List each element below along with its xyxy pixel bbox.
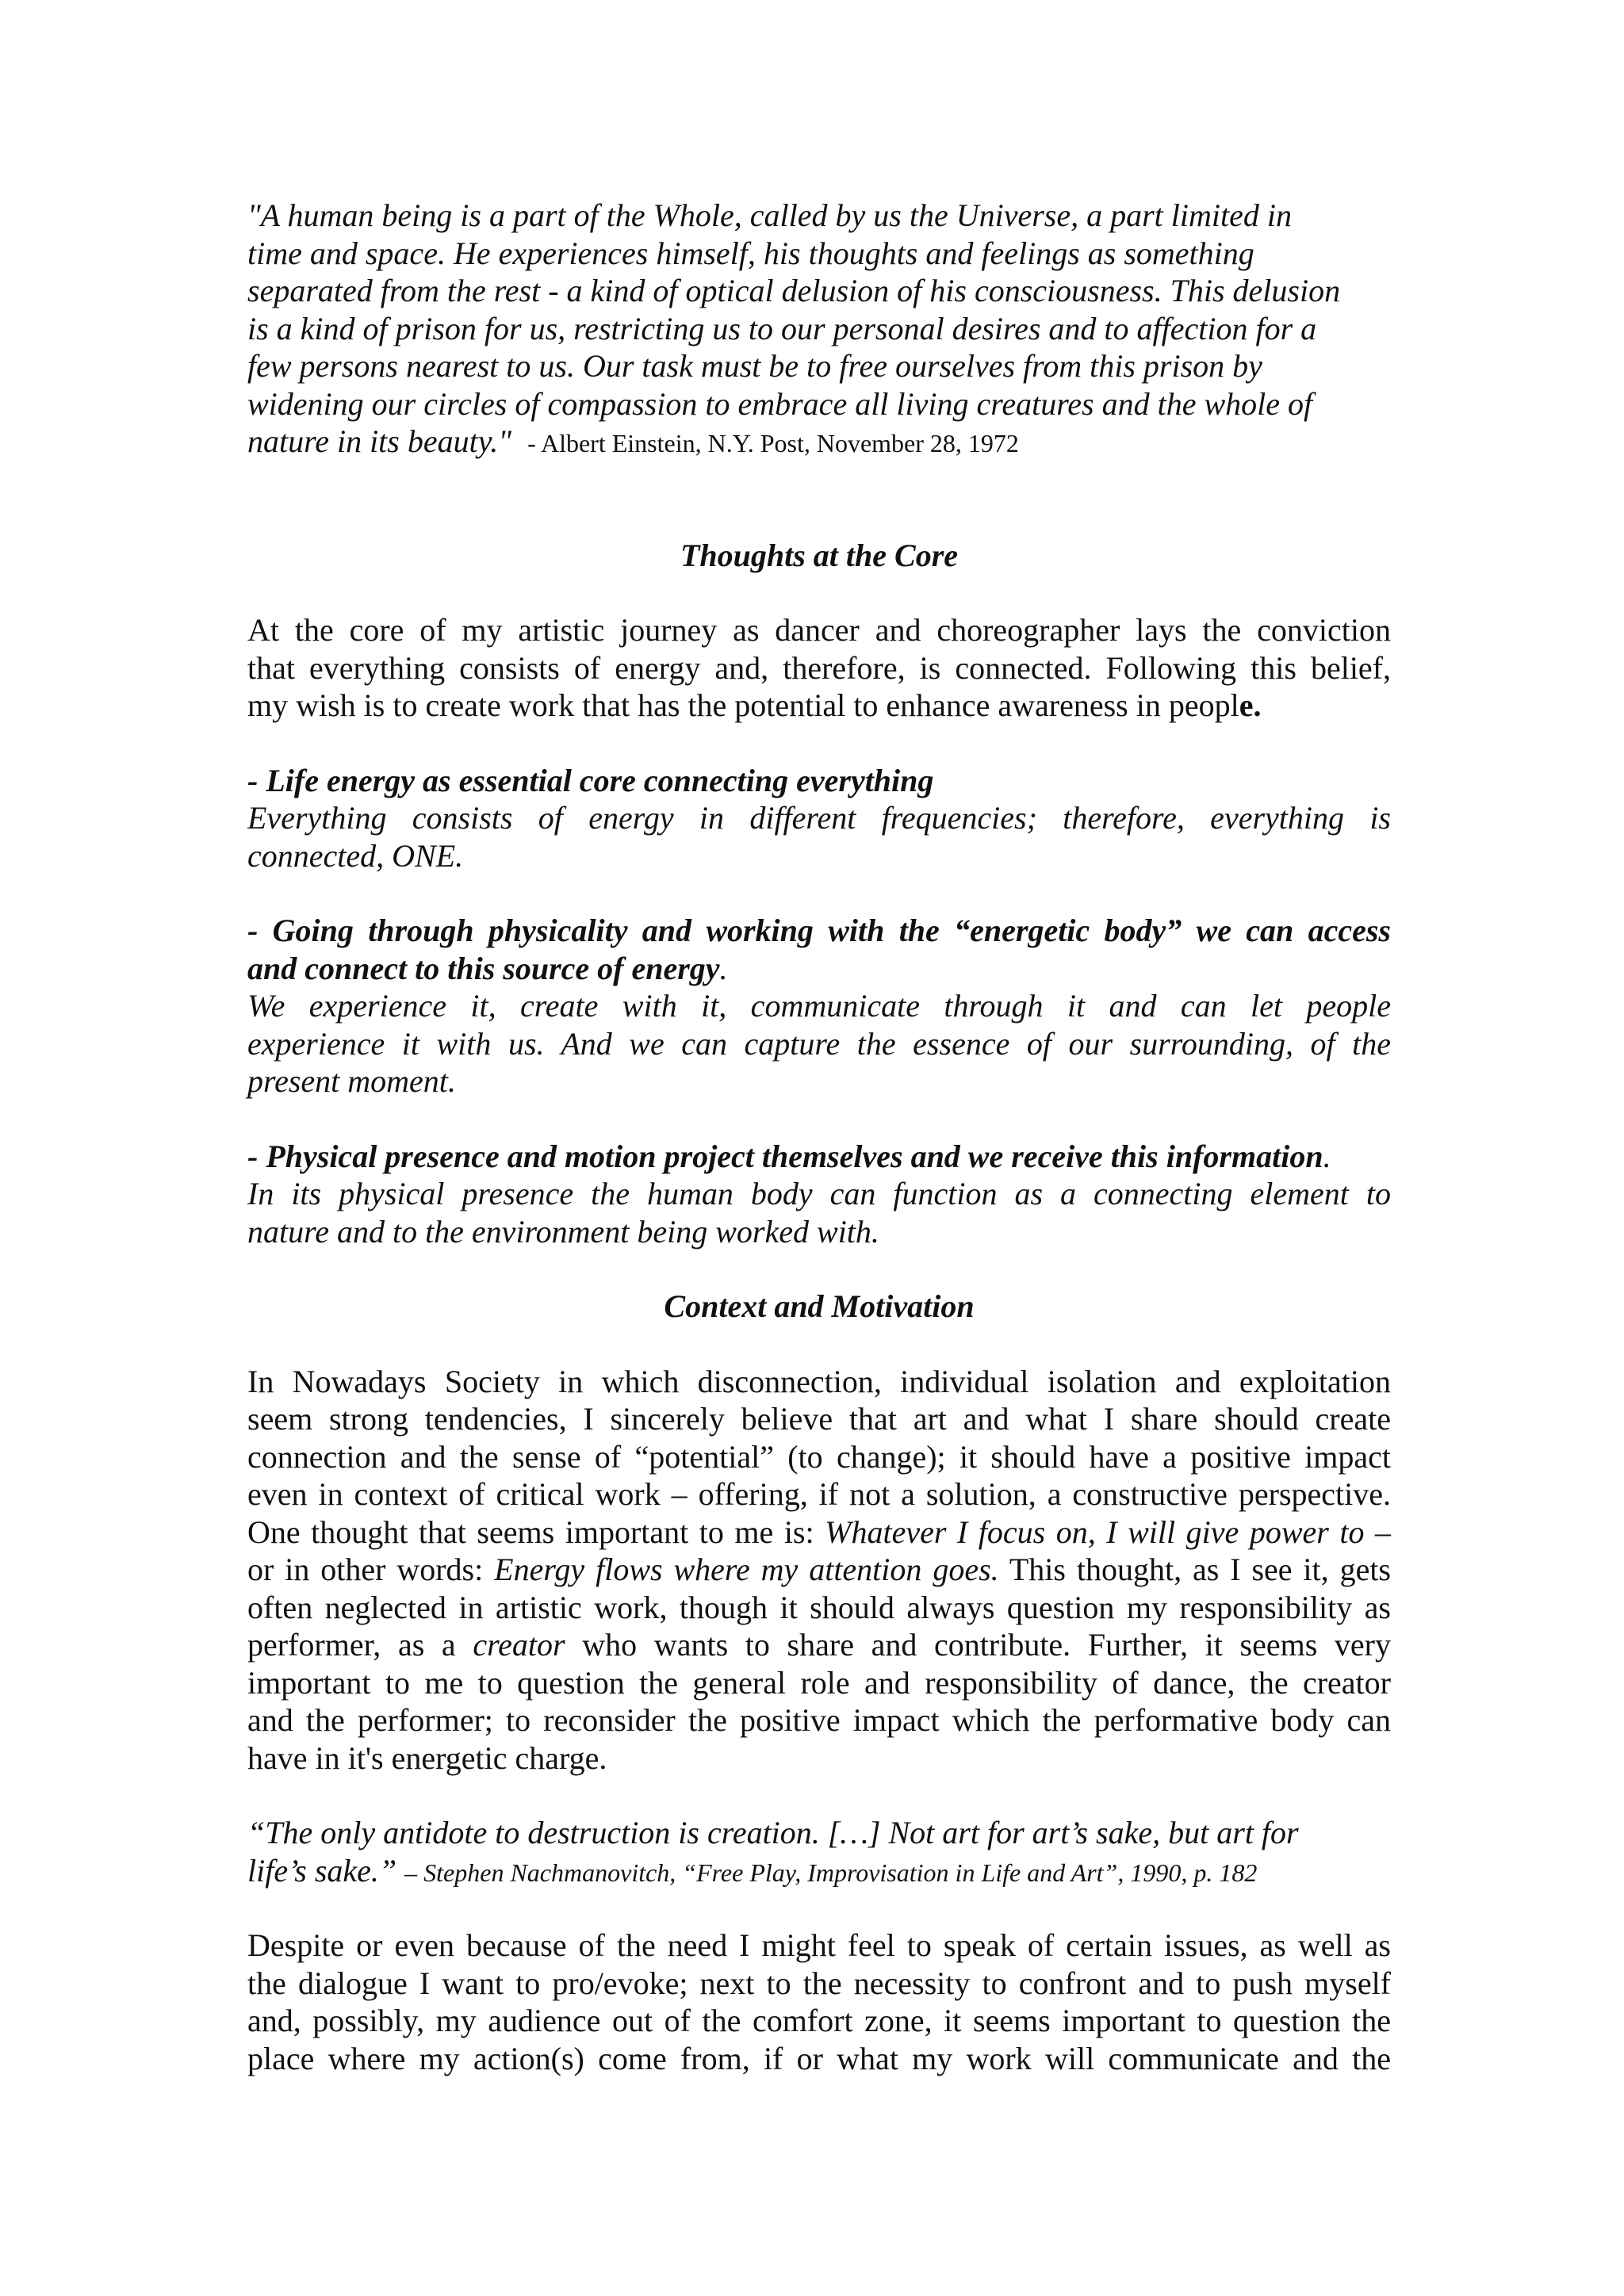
quote-last-line xyxy=(247,423,1391,461)
paragraph-line: even in context of critical work – offering, if not a solution, a constructive perspective. xyxy=(247,1476,1391,1512)
spacer xyxy=(247,1326,1391,1363)
paragraph-emphasis: Whatever I focus on, I will give power to xyxy=(825,1513,1365,1550)
point-body-line: connected, ONE. xyxy=(247,837,464,874)
paragraph-line: In Nowadays Society in which disconnection, individual isolation and exploitation xyxy=(247,1363,1391,1399)
quote-line: nature in its beauty." xyxy=(247,423,512,459)
einstein-quote xyxy=(247,197,1391,461)
paragraph-line: that everything consists of energy and, therefore, is connected. Following this belief, xyxy=(247,649,1391,686)
point-body-line: nature and to the environment being worked with. xyxy=(247,1213,879,1249)
document-body xyxy=(247,197,1391,2077)
paragraph-line: place where my action(s) come from, if or what my work will communicate and the xyxy=(247,2040,1391,2076)
heading-thoughts-at-the-core: Thoughts at the Core xyxy=(680,537,959,573)
point-title: - Life energy as essential core connecting everything xyxy=(247,762,934,798)
paragraph-line xyxy=(247,1626,1391,1664)
paragraph-line xyxy=(247,687,1391,725)
point-life-energy xyxy=(247,762,1391,875)
paragraph-line xyxy=(247,1513,1391,1552)
point-physicality xyxy=(247,912,1391,1100)
paragraph-emphasis: creator xyxy=(473,1627,565,1663)
quote-line: widening our circles of compassion to embrace all living creatures and the whole of xyxy=(247,385,1313,422)
point-body-line: present moment. xyxy=(247,1063,456,1099)
spacer xyxy=(247,1777,1391,1814)
spacer xyxy=(247,1100,1391,1138)
spacer xyxy=(247,574,1391,611)
paragraph-line: often neglected in artistic work, though it should always question my responsibility as xyxy=(247,1589,1391,1625)
point-title-text: - Physical presence and motion project themselves and we receive this information xyxy=(247,1138,1323,1174)
point-title-line xyxy=(247,950,1391,988)
point-title-text: and connect to this source of energy xyxy=(247,950,720,986)
point-body-line: We experience it, create with it, communicate through it and can let people xyxy=(247,988,1391,1024)
quote-attribution: - Albert Einstein, N.Y. Post, November 28, 1972 xyxy=(527,429,1019,457)
closing-paragraph xyxy=(247,1927,1391,2077)
heading-context-and-motivation: Context and Motivation xyxy=(664,1288,975,1324)
nachmanovitch-quote xyxy=(247,1814,1391,1889)
intro-paragraph xyxy=(247,611,1391,725)
paragraph-text-bold: e. xyxy=(1239,687,1262,723)
paragraph-text: – xyxy=(1364,1513,1391,1550)
paragraph-text: or in other words: xyxy=(247,1552,495,1587)
paragraph-text: One thought that seems important to me is: xyxy=(247,1513,825,1550)
paragraph-line: have in it's energetic charge. xyxy=(247,1739,607,1776)
point-title-punct: . xyxy=(719,950,728,986)
paragraph-text: This thought, as I see it, gets xyxy=(998,1552,1391,1587)
quote-line: time and space. He experiences himself, his thoughts and feelings as something xyxy=(247,235,1254,271)
paragraph-text: my wish is to create work that has the potential to enhance awareness in peopl xyxy=(247,687,1239,723)
quote-line: few persons nearest to us. Our task must be to free ourselves from this prison by xyxy=(247,348,1262,384)
quote-line: “The only antidote to destruction is creation. […] Not art for art’s sake, but art for xyxy=(247,1815,1299,1850)
point-title-punct: . xyxy=(1323,1138,1331,1174)
paragraph-text: who wants to share and contribute. Further, it seems very xyxy=(565,1627,1392,1663)
paragraph-line: and the performer; to reconsider the positive impact which the performative body can xyxy=(247,1702,1391,1738)
point-physical-presence xyxy=(247,1138,1391,1251)
quote-line: "A human being is a part of the Whole, called by us the Universe, a part limited in xyxy=(247,197,1292,233)
spacer xyxy=(247,874,1391,912)
quote-line: is a kind of prison for us, restricting us to our personal desires and to affection for a xyxy=(247,310,1317,346)
paragraph-text: performer, as a xyxy=(247,1627,473,1663)
quote-line: separated from the rest - a kind of optical delusion of his consciousness. This delusion xyxy=(247,273,1341,308)
paragraph-line xyxy=(247,1551,1391,1589)
paragraph-line: Despite or even because of the need I might feel to speak of certain issues, as well as xyxy=(247,1927,1391,1963)
point-body-line: Everything consists of energy in different frequencies; therefore, everything is xyxy=(247,800,1391,836)
point-title: - Going through physicality and working with the “energetic body” we can access xyxy=(247,913,1391,948)
quote-attribution: – Stephen Nachmanovitch, “Free Play, Improvisation in Life and Art”, 1990, p. 182 xyxy=(404,1858,1258,1887)
spacer xyxy=(247,1250,1391,1288)
paragraph-line: seem strong tendencies, I sincerely believe that art and what I share should create xyxy=(247,1401,1391,1437)
point-body-line: In its physical presence the human body can function as a connecting element to xyxy=(247,1176,1391,1211)
point-title-line xyxy=(247,1138,1391,1176)
spacer xyxy=(247,461,1391,537)
point-body-line: experience it with us. And we can capture the essence of our surrounding, of the xyxy=(247,1025,1391,1062)
paragraph-emphasis: Energy flows where my attention goes. xyxy=(494,1552,999,1587)
quote-line: life’s sake.” xyxy=(247,1852,397,1888)
paragraph-line: the dialogue I want to pro/evoke; next to the necessity to confront and to push myself xyxy=(247,1965,1391,2001)
context-paragraph xyxy=(247,1363,1391,1777)
quote-last-line xyxy=(247,1852,1391,1890)
spacer xyxy=(247,1889,1391,1927)
paragraph-line: and, possibly, my audience out of the comfort zone, it seems important to question the xyxy=(247,2003,1391,2038)
spacer xyxy=(247,725,1391,762)
paragraph-line: At the core of my artistic journey as dancer and choreographer lays the conviction xyxy=(247,612,1391,648)
paragraph-line: connection and the sense of “potential” (to change); it should have a positive impact xyxy=(247,1438,1391,1475)
paragraph-line: important to me to question the general role and responsibility of dance, the creator xyxy=(247,1664,1391,1701)
